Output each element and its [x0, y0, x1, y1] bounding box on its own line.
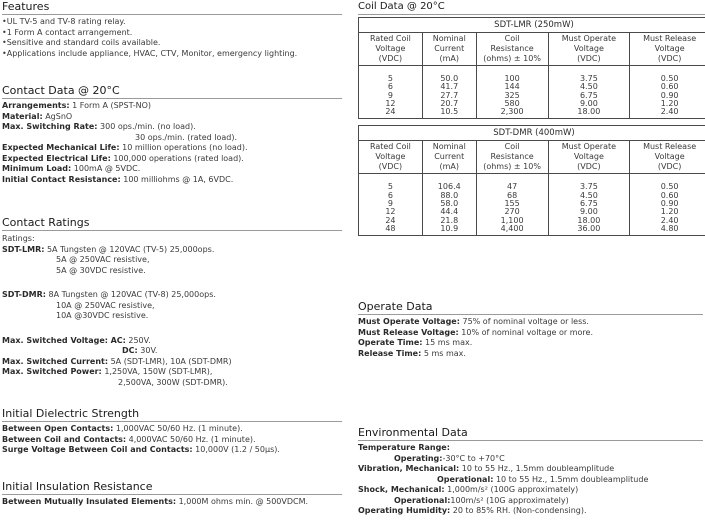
operate-data-title: Operate Data: [358, 300, 433, 313]
sdt-lmr-rating: 5A Tungsten @ 120VAC (TV-5) 25,000ops.: [46, 244, 215, 254]
insulation-divider: [2, 494, 342, 495]
sdt-dmr-rating: 10A @30VDC resistive.: [56, 311, 149, 320]
contact-data-divider: [2, 98, 342, 99]
ratings-label: Ratings:: [2, 234, 35, 243]
column-header: Must Operate Voltage (VDC): [548, 33, 630, 66]
material-label: Material:: [2, 111, 43, 121]
operate-time-value: 15 ms max.: [425, 338, 473, 347]
release-time-label: Release Time:: [358, 348, 422, 358]
contact-data-title: Contact Data @ 20°C: [2, 84, 120, 97]
shock-operational-label: Operational:: [394, 495, 451, 505]
arrangements-label: Arrangements:: [2, 101, 70, 110]
sdt-dmr-label: SDT-DMR:: [2, 290, 46, 299]
coil-data-title: Coil Data @ 20°C: [358, 1, 445, 12]
column-header: Coil Resistance (ohms) ± 10%: [476, 141, 548, 174]
coil-data-section: [358, 0, 705, 236]
max-voltage-ac-value: 250V.: [128, 335, 151, 345]
must-release-label: Must Release Voltage:: [358, 327, 459, 337]
features-section: [2, 0, 342, 59]
rated-voltage-column: 5 6 9 12 24: [359, 66, 423, 119]
vibration-value: 10 to 55 Hz., 1.5mm doubleamplitude: [461, 464, 615, 473]
insulation-section: [2, 480, 342, 508]
features-title: Features: [2, 0, 50, 13]
feature-item: • 1 Form A contact arrangement.: [2, 28, 342, 39]
max-current-label: Max. Switched Current:: [2, 356, 109, 366]
sdt-dmr-rating: 8A Tungsten @ 120VAC (TV-8) 25,000ops.: [48, 290, 216, 299]
sdt-lmr-label: SDT-LMR:: [2, 244, 45, 254]
max-voltage-label: Max. Switched Voltage:: [2, 335, 109, 345]
must-operate-label: Must Operate Voltage:: [358, 317, 460, 326]
environmental-title: Environmental Data: [358, 426, 468, 439]
max-current-value: 5A (SDT-LMR), 10A (SDT-DMR): [110, 356, 232, 366]
coil-resistance-column: 100 144 325 580 2,300: [476, 66, 548, 119]
coil-resistance-column: 47 68 155 270 1,100 4,400: [476, 174, 548, 236]
open-contacts-label: Between Open Contacts:: [2, 424, 114, 433]
features-divider: [2, 14, 342, 15]
column-header: Nominal Current (mA): [422, 33, 476, 66]
rated-voltage-column: 5 6 9 12 24 48: [359, 174, 423, 236]
contact-resistance-value: 100 milliohms @ 1A, 6VDC.: [123, 174, 234, 184]
switching-rate-value: 300 ops./min. (no load).: [100, 122, 196, 131]
electrical-life-label: Expected Electrical Life:: [2, 153, 111, 163]
switching-rate-value-2: 30 ops./min. (rated load).: [135, 132, 238, 142]
column-header: Nominal Current (mA): [422, 141, 476, 174]
contact-ratings-title: Contact Ratings: [2, 216, 90, 229]
max-voltage-dc-value: 30V.: [140, 346, 158, 355]
environmental-divider: [358, 440, 703, 441]
feature-item: • Sensitive and standard coils available.: [2, 38, 342, 49]
operating-temp-label: Operating:: [394, 453, 443, 463]
must-release-column: 0.50 0.60 0.90 1.20 2.40: [630, 66, 705, 119]
nominal-current-column: 106.4 88.0 58.0 44.4 21.8 10.9: [422, 174, 476, 236]
arrangements-value: 1 Form A (SPST-NO): [72, 101, 152, 110]
operate-time-label: Operate Time:: [358, 338, 423, 347]
sdt-lmr-rating: 5A @ 30VDC resistive.: [56, 265, 146, 275]
humidity-label: Operating Humidity:: [358, 506, 451, 515]
vibration-operational-label: Operational:: [437, 474, 494, 484]
insulation-value: 1,000M ohms min. @ 500VDCM.: [178, 497, 309, 506]
max-power-value-2: 2,500VA, 300W (SDT-DMR).: [118, 377, 228, 387]
dielectric-title: Initial Dielectric Strength: [2, 407, 140, 420]
surge-voltage-label: Surge Voltage Between Coil and Contacts:: [2, 445, 193, 454]
must-operate-column: 3.75 4.50 6.75 9.00 18.00: [548, 66, 630, 119]
feature-item: • Applications include appliance, HVAC, CTV, Monitor, emergency lighting.: [2, 49, 342, 60]
contact-ratings-section: [2, 216, 342, 388]
operate-data-section: [358, 300, 703, 359]
sdt-dmr-caption: SDT-DMR (400mW): [358, 125, 705, 140]
sdt-lmr-table: [358, 32, 705, 119]
contact-ratings-divider: [2, 230, 342, 231]
max-voltage-ac-label: AC:: [110, 335, 126, 345]
temperature-range-label: Temperature Range:: [358, 443, 450, 452]
operate-data-divider: [358, 314, 703, 315]
mechanical-life-value: 10 million operations (no load).: [122, 143, 248, 152]
environmental-section: [358, 426, 703, 517]
coil-contacts-value: 4,000VAC 50/60 Hz. (1 minute).: [128, 434, 256, 444]
release-time-value: 5 ms max.: [423, 348, 466, 358]
switching-rate-label: Max. Switching Rate:: [2, 122, 98, 131]
must-operate-value: 75% of nominal voltage or less.: [462, 317, 589, 326]
max-power-value: 1,250VA, 150W (SDT-LMR),: [104, 367, 213, 376]
must-release-column: 0.50 0.60 0.90 1.20 2.40 4.80: [630, 174, 705, 236]
open-contacts-value: 1,000VAC 50/60 Hz. (1 minute).: [115, 424, 243, 433]
dielectric-divider: [2, 421, 342, 422]
feature-item: • UL TV-5 and TV-8 rating relay.: [2, 17, 342, 28]
minimum-load-value: 100mA @ 5VDC.: [73, 164, 141, 173]
sdt-lmr-caption: SDT-LMR (250mW): [358, 17, 705, 32]
sdt-dmr-table: [358, 140, 705, 236]
material-value: AgSnO: [45, 111, 73, 121]
column-header: Must Operate Voltage (VDC): [548, 141, 630, 174]
max-power-label: Max. Switched Power:: [2, 367, 102, 376]
shock-label: Shock, Mechanical:: [358, 485, 445, 494]
operating-temp-value: -30°C to +70°C: [442, 453, 505, 463]
column-header: Must Release Voltage (VDC): [630, 33, 705, 66]
coil-contacts-label: Between Coil and Contacts:: [2, 434, 127, 444]
nominal-current-column: 50.0 41.7 27.7 20.7 10.5: [422, 66, 476, 119]
sdt-lmr-rating: 5A @ 250VAC resistive,: [56, 255, 150, 264]
mechanical-life-label: Expected Mechanical Life:: [2, 143, 120, 152]
insulation-title: Initial Insulation Resistance: [2, 480, 153, 493]
electrical-life-value: 100,000 operations (rated load).: [113, 153, 244, 163]
must-release-value: 10% of nominal voltage or more.: [461, 327, 593, 337]
vibration-label: Vibration, Mechanical:: [358, 464, 460, 473]
dielectric-section: [2, 407, 342, 456]
must-operate-column: 3.75 4.50 6.75 9.00 18.00 36.00: [548, 174, 630, 236]
contact-resistance-label: Initial Contact Resistance:: [2, 174, 121, 184]
minimum-load-label: Minimum Load:: [2, 164, 72, 173]
sdt-dmr-rating: 10A @ 250VAC resistive,: [56, 300, 155, 310]
humidity-value: 20 to 85% RH. (Non-condensing).: [452, 506, 587, 515]
surge-voltage-value: 10,000V (1.2 / 50µs).: [195, 445, 280, 454]
vibration-operational-value: 10 to 55 Hz., 1.5mm doubleamplitude: [495, 474, 649, 484]
column-header: Rated Coil Voltage (VDC): [359, 33, 423, 66]
insulation-label: Between Mutually Insulated Elements:: [2, 497, 177, 506]
column-header: Rated Coil Voltage (VDC): [359, 141, 423, 174]
column-header: Must Release Voltage (VDC): [630, 141, 705, 174]
shock-operational-value: 100m/s² (10G approximately): [450, 495, 569, 505]
shock-value: 1,000m/s² (100G approximately): [447, 485, 579, 494]
column-header: Coil Resistance (ohms) ± 10%: [476, 33, 548, 66]
coil-data-divider: [358, 14, 705, 15]
max-voltage-dc-label: DC:: [122, 346, 138, 355]
contact-data-section: [2, 84, 342, 185]
